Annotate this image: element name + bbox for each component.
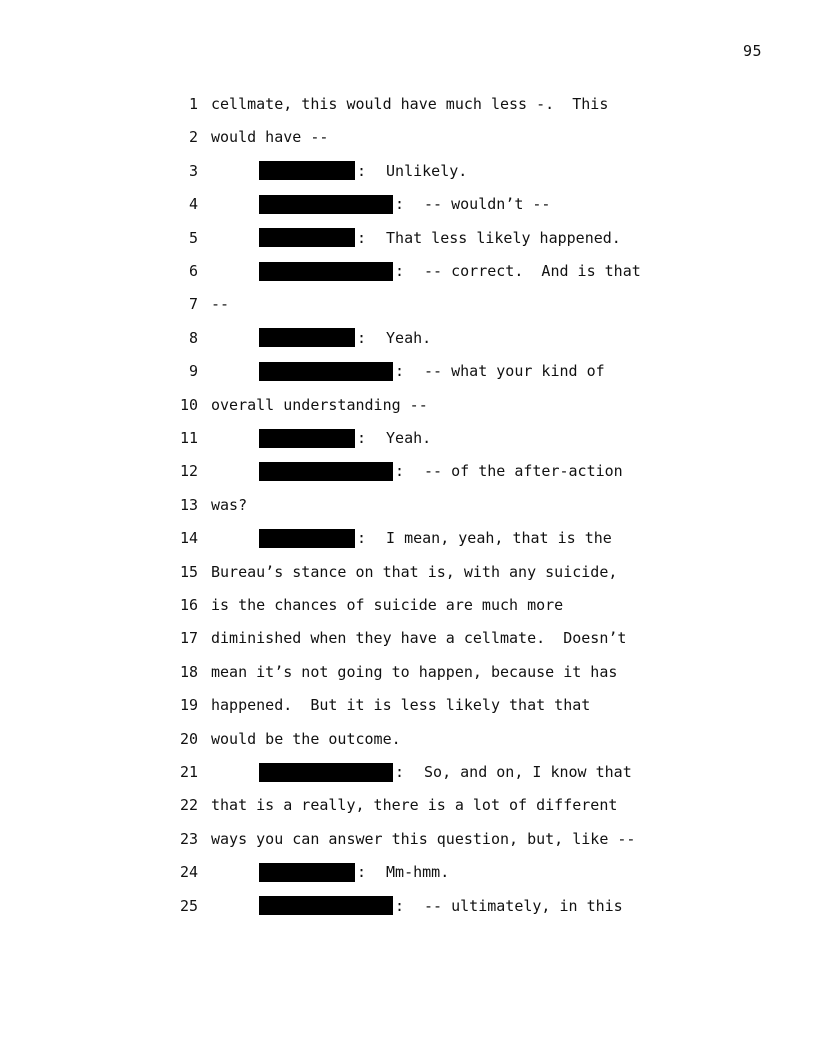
speech-text: Yeah. — [386, 328, 432, 347]
speaker-colon: : — [395, 763, 405, 781]
speaker-colon: : — [395, 195, 405, 214]
line-number: 11 — [179, 429, 198, 447]
line-number: 2 — [188, 128, 198, 147]
line-number: 17 — [179, 629, 198, 648]
redacted-speaker-name — [259, 362, 393, 381]
line-number: 16 — [179, 596, 198, 614]
speaker-colon: : — [395, 262, 405, 280]
line-number: 5 — [188, 228, 198, 247]
redacted-speaker-name — [259, 863, 355, 882]
speaker-turn — [259, 226, 621, 250]
speaker-colon: : — [357, 529, 367, 548]
transcript-line — [0, 560, 816, 584]
transcript-line — [0, 493, 816, 517]
line-number: 3 — [188, 161, 198, 180]
transcript-line — [0, 626, 816, 650]
speech-text: That less likely happened. — [386, 228, 621, 247]
line-text: -- — [211, 295, 230, 314]
line-number: 24 — [179, 863, 198, 882]
line-number: 13 — [179, 495, 198, 514]
speaker-colon: : — [395, 896, 405, 915]
transcript-line — [0, 526, 816, 550]
line-text: diminished when they have a cellmate. Doesn’t — [211, 629, 627, 648]
line-number: 12 — [179, 462, 198, 481]
line-number: 7 — [188, 295, 198, 314]
line-text: would have -- — [211, 128, 329, 147]
line-text: mean it’s not going to happen, because it has — [211, 662, 618, 681]
speaker-colon: : — [357, 863, 367, 882]
line-number: 23 — [179, 829, 198, 848]
speaker-turn — [259, 426, 431, 450]
line-text: was? — [211, 495, 248, 514]
line-number: 6 — [188, 262, 198, 280]
speech-text: Mm-hmm. — [386, 863, 450, 882]
redacted-speaker-name — [259, 328, 355, 347]
speaker-colon: : — [357, 228, 367, 247]
transcript-line — [0, 894, 816, 918]
line-text: overall understanding -- — [211, 395, 428, 414]
transcript-line — [0, 426, 816, 450]
speech-text: Yeah. — [386, 429, 432, 447]
transcript-line — [0, 760, 816, 784]
speech-text: -- wouldn’t -- — [424, 195, 551, 214]
line-number: 22 — [179, 796, 198, 815]
page-number: 95 — [742, 42, 762, 60]
speaker-colon: : — [395, 362, 405, 381]
line-text: happened. But it is less likely that that — [211, 696, 591, 715]
speech-text: -- correct. And is that — [424, 262, 641, 280]
line-text: that is a really, there is a lot of different — [211, 796, 618, 815]
redacted-speaker-name — [259, 228, 355, 247]
line-number: 9 — [188, 362, 198, 381]
transcript-line — [0, 359, 816, 383]
line-number: 19 — [179, 696, 198, 715]
transcript-line — [0, 793, 816, 817]
line-number: 8 — [188, 328, 198, 347]
transcript-line — [0, 827, 816, 851]
speaker-turn — [259, 760, 632, 784]
redacted-speaker-name — [259, 462, 393, 481]
line-text: is the chances of suicide are much more — [211, 596, 564, 614]
speaker-turn — [259, 359, 605, 383]
speaker-turn — [259, 192, 550, 216]
line-number: 18 — [179, 662, 198, 681]
line-number: 20 — [179, 729, 198, 748]
line-number: 25 — [179, 896, 198, 915]
transcript-line — [0, 727, 816, 751]
transcript-line — [0, 693, 816, 717]
line-text: ways you can answer this question, but, like -- — [211, 829, 636, 848]
redacted-speaker-name — [259, 262, 393, 281]
speaker-turn — [259, 459, 623, 483]
speaker-colon: : — [395, 462, 405, 481]
speaker-turn — [259, 159, 467, 183]
speaker-colon: : — [357, 429, 367, 447]
redacted-speaker-name — [259, 529, 355, 548]
transcript-line — [0, 226, 816, 250]
redacted-speaker-name — [259, 896, 393, 915]
line-number: 14 — [179, 529, 198, 548]
line-number: 1 — [188, 95, 198, 113]
transcript-line — [0, 860, 816, 884]
line-number: 4 — [188, 195, 198, 214]
transcript-line — [0, 660, 816, 684]
speaker-turn — [259, 894, 623, 918]
speech-text: So, and on, I know that — [424, 763, 632, 781]
speech-text: -- ultimately, in this — [424, 896, 623, 915]
speaker-colon: : — [357, 328, 367, 347]
line-text: cellmate, this would have much less -. This — [211, 95, 609, 113]
transcript-line — [0, 192, 816, 216]
transcript-line — [0, 159, 816, 183]
speech-text: -- of the after-action — [424, 462, 623, 481]
redacted-speaker-name — [259, 195, 393, 214]
transcript-line — [0, 292, 816, 316]
transcript-line — [0, 92, 816, 116]
transcript-line — [0, 393, 816, 417]
line-number: 21 — [179, 763, 198, 781]
transcript-line — [0, 459, 816, 483]
redacted-speaker-name — [259, 763, 393, 782]
transcript-line — [0, 326, 816, 350]
transcript-line — [0, 125, 816, 149]
speaker-turn — [259, 326, 431, 350]
transcript-line — [0, 259, 816, 283]
speaker-colon: : — [357, 161, 367, 180]
transcript-line — [0, 593, 816, 617]
speaker-turn — [259, 259, 641, 283]
speech-text: Unlikely. — [386, 161, 468, 180]
redacted-speaker-name — [259, 429, 355, 448]
speech-text: I mean, yeah, that is the — [386, 529, 612, 548]
line-number: 10 — [179, 395, 198, 414]
speaker-turn — [259, 860, 449, 884]
line-text: would be the outcome. — [211, 729, 401, 748]
speaker-turn — [259, 526, 612, 550]
speech-text: -- what your kind of — [424, 362, 605, 381]
line-number: 15 — [179, 562, 198, 581]
line-text: Bureau’s stance on that is, with any suicide, — [211, 562, 618, 581]
redacted-speaker-name — [259, 161, 355, 180]
